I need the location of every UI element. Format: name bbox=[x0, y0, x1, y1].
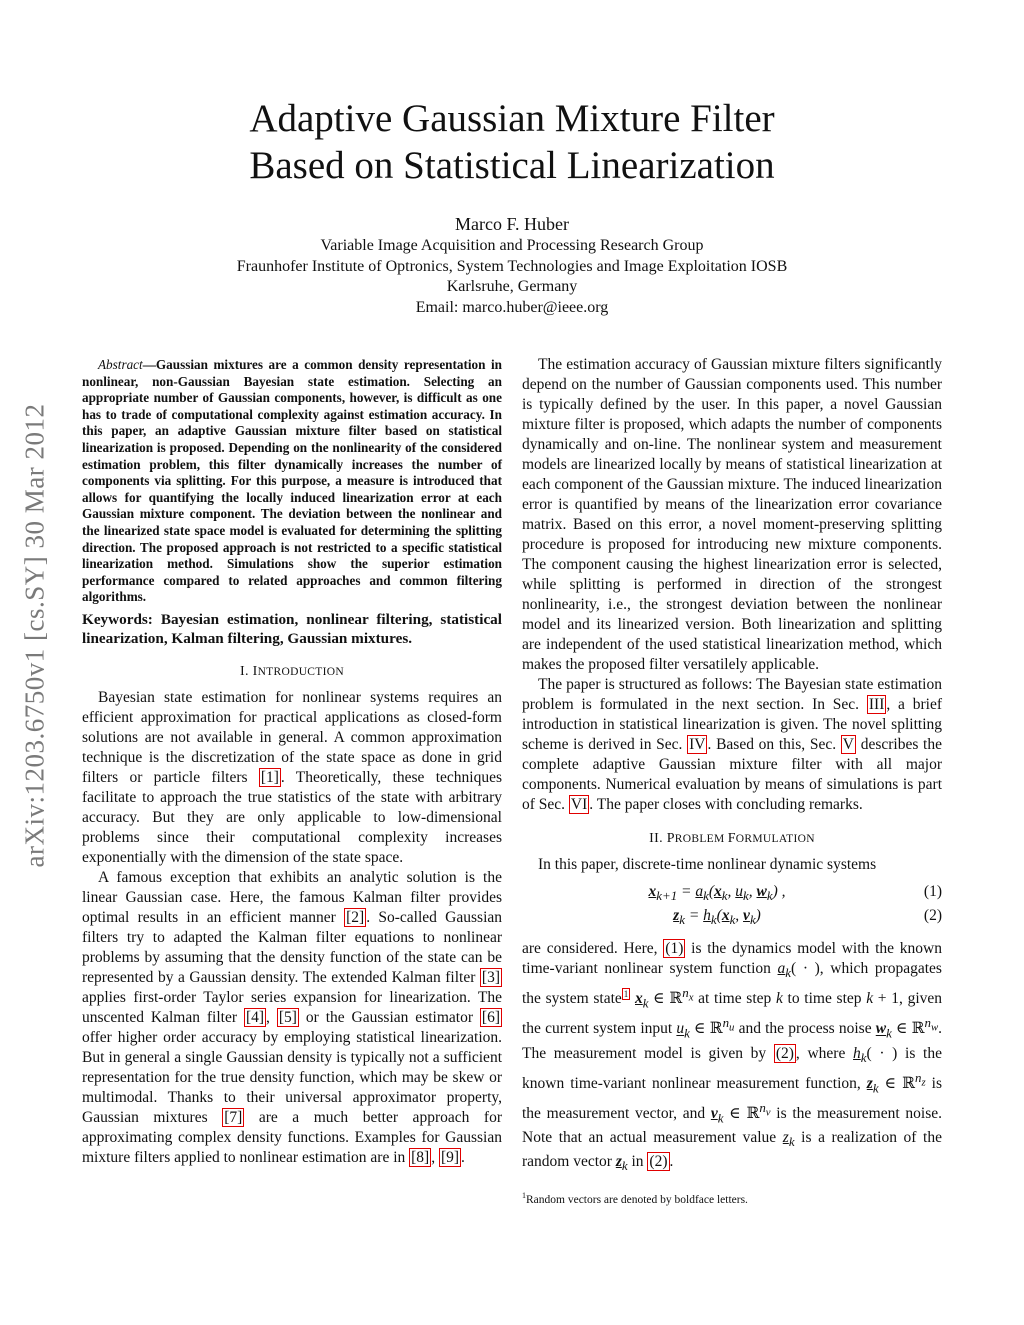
section-heading-problem-formulation: II. PROBLEM FORMULATION bbox=[649, 831, 815, 846]
citation-link[interactable]: [4] bbox=[245, 1008, 265, 1026]
citation-link[interactable]: [3] bbox=[481, 968, 500, 986]
paper-title bbox=[100, 95, 924, 189]
citation-link[interactable]: [1] bbox=[260, 768, 279, 786]
intro-paragraph-4: The paper is structured as follows: The Bayesian state estimation problem is formulated in the next section. In Sec. III , a brief introduction in statistical linearization is given. The novel splitting scheme is derived in Sec. IV . Based on this, Sec. V describes the complete adaptive Gaussian mixture filter with all major components. Numerical evaluation by means of simulations is part of Sec. VI . The paper closes with concluding remarks. bbox=[522, 676, 942, 813]
citation-link[interactable]: [8] bbox=[411, 1148, 430, 1166]
keywords: Keywords: Bayesian estimation, nonlinear filtering, statistical linearization, Kalman filtering, Gaussian mixtures. bbox=[82, 610, 502, 647]
intro-paragraph-1: Bayesian state estimation for nonlinear systems requires an efficient approximation for practical applications as closed-form solutions are not available in general. A common approximation technique is the discretization of the state space as done in grid filters or particle filters [1] . Theoretically, these techniques facilitate to approach the true statistics of the state with arbitrary accuracy. But they are only applicable to low-dimensional problems since their computational complexity increases exponentially with the dimension of the state space. bbox=[82, 688, 502, 866]
equation-1 bbox=[522, 883, 942, 907]
citation-link[interactable]: [6] bbox=[481, 1008, 500, 1026]
footnote-number: 1 bbox=[522, 1191, 526, 1201]
abstract bbox=[82, 357, 502, 606]
arxiv-stamp: arXiv:1203.6750v1 [cs.SY] 30 Mar 2012 bbox=[19, 403, 50, 868]
citation-link[interactable]: [5] bbox=[278, 1008, 297, 1026]
citation-link[interactable]: [9] bbox=[440, 1148, 460, 1166]
author-location: Karlsruhe, Germany bbox=[446, 278, 578, 295]
equation-2 bbox=[522, 907, 942, 931]
section-heading-introduction: I. INTRODUCTION bbox=[240, 663, 344, 679]
equation-link[interactable]: (2) bbox=[649, 1153, 668, 1171]
problem-paragraph-2: are considered. Here, (1) is the dynamics model with the known time-variant nonlinear system function $a_k$( · ), which propagates the system state $^1$ $x_k$ ∈ ℝ$^{n_x}$ at time step k to time step k + 1, given the current system input $u_k$ ∈ ℝ$^{n_u}$ and the process noise $w_k$ ∈ ℝ$^{n_w}$. The measurement model is given by (2) , where $h_k$( · ) is the known time-variant nonlinear measurement function, $z_k$ ∈ ℝ$^{n_z}$ is the measurement vector, and $v_k$ ∈ ℝ$^{n_v}$ is the measurement noise. Note that an actual measurement value $z_k$ is a realization of the random vector $z_k$ in (2) . bbox=[522, 940, 943, 1174]
author-email: Email: marco.huber@ieee.org bbox=[415, 298, 609, 316]
section-link[interactable]: III bbox=[868, 696, 885, 713]
abstract-label: Abstract bbox=[98, 357, 143, 372]
section-link[interactable]: V bbox=[842, 736, 854, 753]
equation-link[interactable]: (1) bbox=[665, 940, 684, 957]
citation-link[interactable]: [7] bbox=[224, 1108, 243, 1126]
equation-link[interactable]: (2) bbox=[775, 1044, 794, 1062]
left-column bbox=[82, 357, 502, 1168]
footnote bbox=[522, 1188, 942, 1208]
equation-1-formula: $x_{k+1} = a_k(x_k$, $u_k$, $w_k$) , bbox=[648, 883, 786, 904]
title-line-2: Based on Statistical Linearization bbox=[249, 144, 775, 187]
intro-paragraph-2: A famous exception that exhibits an analytic solution is the linear Gaussian case. Here, the famous Kalman filter provides optimal results in an efficient manner [2] . So-called Gaussian filters try to adapted the Kalman filter equations to nonlinear problems by assuming that the density function of the state can be represented by a Gaussian density. The extended Kalman filter [3] applies first-order Taylor series expansion for linearization. The unscented Kalman filter [4] , [5] or the Gaussian estimator [6] offer higher order accuracy by employing statistical linearization. But in general a single Gaussian density is typically not a sufficient representation for the true density function, which may be skew or multimodal. Thanks to their universal approximator property, Gaussian mixtures [7] are a much better approach for approximating complex density functions. Examples for Gaussian mixture filters applied to nonlinear estimation are in [8] , [9] . bbox=[82, 868, 503, 1166]
title-line-1: Adaptive Gaussian Mixture Filter bbox=[249, 97, 775, 140]
citation-link[interactable]: [2] bbox=[346, 908, 365, 926]
section-link[interactable]: IV bbox=[689, 736, 706, 753]
intro-paragraph-3: The estimation accuracy of Gaussian mixture filters significantly depend on the number of Gaussian components used. This number is typically defined by the user. In this paper, a novel Gaussian mixture filter is proposed, which adapts the number of components dynamically and on-line. The nonlinear system and measurement models are linearized locally by means of statistical linearization at each component of the Gaussian mixture. The induced linearization error is quantified by means of the linearization error covariance matrix. Based on this error, a novel moment-preserving splitting procedure is proposed for introducing new mixture components. The component causing the highest linearization error is selected, while splitting is performed in direction of the strongest nonlinearity, i.e., the strongest deviation between the nonlinear model and its linearized version. Both linearization and splitting are independent of the used statistical linearization method, which makes the proposed filter versatilely applicable. bbox=[522, 356, 942, 673]
abstract-text: —Gaussian mixtures are a common density representation in nonlinear, non-Gaussian Bayesian state estimation. Selecting an appropriate number of Gaussian components, however, is difficult as one has to trade of computational complexity against estimation accuracy. In this paper, an adaptive Gaussian mixture filter based on statistical linearization is proposed. Depending on the nonlinearity of the considered estimation problem, this filter dynamically increases the number of components via splitting. For this purpose, a measure is introduced that allows for quantifying the locally induced linearization error at each Gaussian mixture component. The deviation between the nonlinear and the linearized state space model is evaluated for determining the splitting direction. The proposed approach is not restricted to a specific statistical linearization method. Simulations show the superior estimation performance compared to related approaches and common filtering algorithms. bbox=[82, 357, 502, 605]
author-institute: Fraunhofer Institute of Optronics, System Technologies and Image Exploitation IOSB bbox=[236, 257, 788, 275]
right-column bbox=[522, 355, 942, 1208]
section-link[interactable]: VI bbox=[570, 796, 588, 813]
problem-paragraph-1: In this paper, discrete-time nonlinear dynamic systems bbox=[538, 856, 877, 873]
equation-2-number: (2) bbox=[923, 907, 942, 924]
author-block bbox=[100, 212, 924, 318]
footnote-text: Random vectors are denoted by boldface letters. bbox=[526, 1194, 748, 1207]
author-group: Variable Image Acquisition and Processing Research Group bbox=[320, 237, 704, 254]
footnote-link[interactable]: 1 bbox=[623, 989, 629, 1000]
author-name: Marco F. Huber bbox=[454, 214, 570, 234]
equation-1-number: (1) bbox=[923, 883, 942, 900]
equation-2-formula: $z_k = h_k(x_k$, $v_k$) bbox=[673, 907, 761, 928]
